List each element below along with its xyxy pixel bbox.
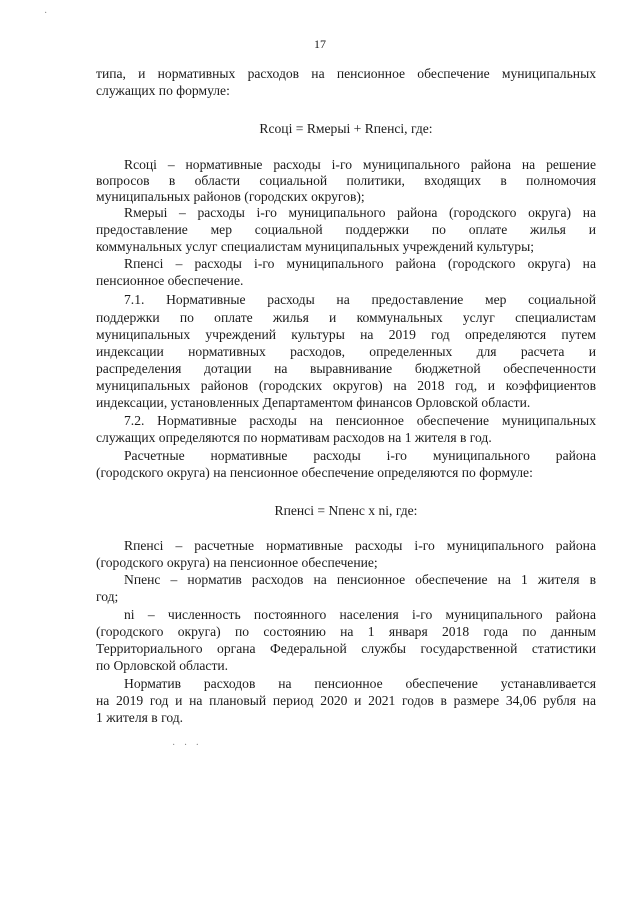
text-line: на 2019 год и на плановый период 2020 и 2021 годов в размере 34,06 рубля на: [96, 693, 596, 708]
text-line: индексации, установленных Департаментом финансов Орловской области.: [96, 395, 531, 410]
text-line: Территориального органа Федеральной службы государственной статистики: [96, 641, 596, 656]
text-line: муниципальных районов (городских округов) на 2018 год, и коэффициентов: [96, 378, 596, 393]
scan-speck: ·: [44, 8, 48, 19]
text-line: пенсионное обеспечение.: [96, 273, 244, 288]
text-line: Расчетные нормативные расходы і-го муниципального района: [124, 448, 596, 463]
text-line: (городского округа) на пенсионное обеспечение;: [96, 555, 378, 570]
text-line: типа, и нормативных расходов на пенсионное обеспечение муниципальных: [96, 66, 596, 81]
text-line: распределения дотации на выравнивание бюджетной обеспеченности: [96, 361, 596, 376]
text-line: Nпенс – норматив расходов на пенсионное обеспечение на 1 жителя в: [124, 572, 596, 587]
text-line: муниципальных районов (городских округов);: [96, 189, 365, 204]
text-line: индексации нормативных расходов, определенных для расчета и: [96, 344, 596, 359]
formula-line: Rсоці = Rмерыі + Rпенсі, где:: [259, 121, 433, 136]
text-line: предоставление мер социальной поддержки по оплате жилья и: [96, 222, 596, 237]
text-line: коммунальных услуг специалистам муниципальных учреждений культуры;: [96, 239, 535, 254]
text-line: nі – численность постоянного населения і-го муниципального района: [124, 607, 596, 622]
text-line: 7.2. Нормативные расходы на пенсионное обеспечение муниципальных: [124, 413, 596, 428]
text-line: (городского округа) по состоянию на 1 января 2018 года по данным: [96, 624, 596, 639]
text-line: вопросов в области социальной политики, входящих в полномочия: [96, 173, 596, 188]
text-line: Rсоці – нормативные расходы і-го муниципального района на решение: [124, 157, 596, 172]
formula-line: Rпенсі = Nпенс x nі, где:: [274, 503, 418, 518]
text-line: Rпенсі – расчетные нормативные расходы і-го муниципального района: [124, 538, 596, 553]
text-line: Норматив расходов на пенсионное обеспечение устанавливается: [124, 676, 596, 691]
text-line: (городского округа) на пенсионное обеспечение определяются по формуле:: [96, 465, 533, 480]
text-line: 7.1. Нормативные расходы на предоставление мер социальной: [124, 292, 596, 307]
text-line: по Орловской области.: [96, 658, 229, 673]
text-line: поддержки по оплате жилья и коммунальных услуг специалистам: [96, 310, 596, 325]
page-number: 17: [314, 37, 326, 51]
text-line: служащих по формуле:: [96, 83, 230, 98]
text-line: год;: [96, 589, 119, 604]
text-line: Rпенсі – расходы і-го муниципального района (городского округа) на: [124, 256, 596, 271]
text-line: 1 жителя в год.: [96, 710, 184, 725]
text-line: Rмерыі – расходы і-го муниципального района (городского округа) на: [124, 205, 596, 220]
scan-speck: · · ·: [172, 740, 202, 751]
text-line: служащих определяются по нормативам расходов на 1 жителя в год.: [96, 430, 492, 445]
text-line: муниципальных учреждений культуры на 2019 год определяются путем: [96, 327, 596, 342]
